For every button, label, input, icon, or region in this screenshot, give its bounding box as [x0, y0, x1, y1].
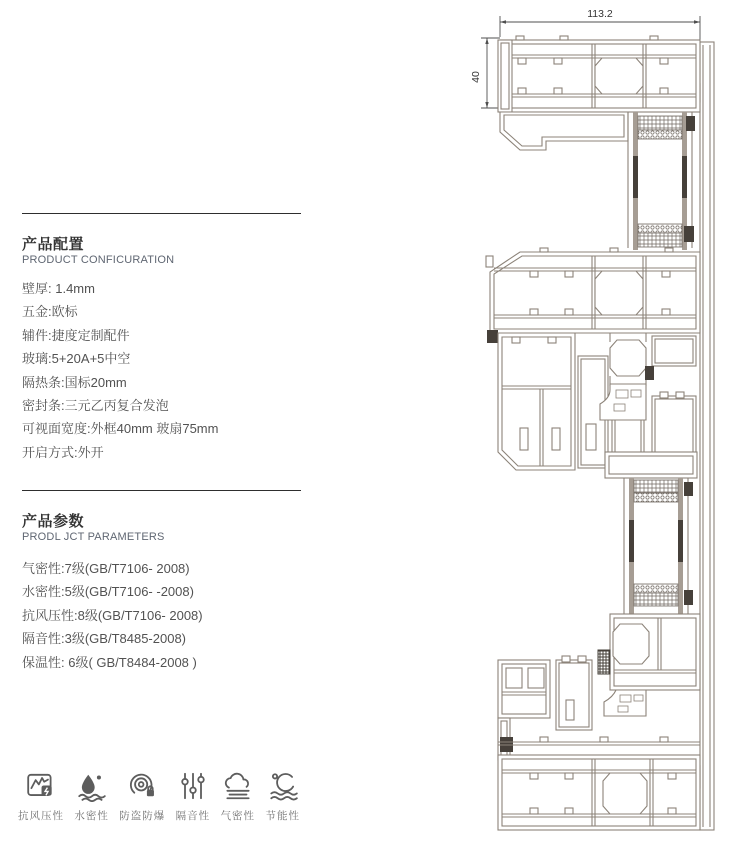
spec-line: 保温性: 6级( GB/T8484-2008 ): [22, 654, 197, 670]
icon-label: 气密性: [220, 810, 256, 822]
bottom-left-blocks: [498, 656, 592, 760]
spec-line: 气密性:7级(GB/T7106- 2008): [22, 561, 190, 576]
spec-line: 壁厚: 1.4mm: [22, 281, 95, 296]
performance-item-water-tightness: [74, 770, 109, 823]
performance-item-air-tightness: [221, 770, 256, 823]
separator-line-1: [22, 213, 301, 214]
params-spec-list: [22, 557, 203, 674]
dimension-width: [500, 8, 700, 41]
glazing2-head-sash: [605, 452, 697, 478]
spec-line: 开启方式:外开: [22, 444, 104, 460]
sound-insulation-icon: [177, 770, 209, 802]
spec-line: 抗风压性:8级(GB/T7106- 2008): [22, 607, 203, 623]
performance-item-sound-insulation: [176, 770, 211, 823]
config-section-subtitle: PRODUCT CONFICURATION: [22, 254, 175, 266]
profile-section-drawing: [440, 0, 740, 845]
icon-label: 水密性: [74, 810, 109, 822]
spec-line: 水密性:5级(GB/T7106- -2008): [22, 584, 194, 600]
icon-label: 隔音性: [175, 810, 211, 822]
icon-label: 防盗防爆: [119, 810, 166, 822]
transom-profile: [486, 248, 700, 343]
energy-saving-icon: [267, 770, 299, 802]
icon-label: 节能性: [265, 810, 300, 822]
wind-pressure-icon: [25, 770, 57, 802]
spec-line: 五金:欧标: [22, 304, 78, 320]
dimension-height: [470, 38, 500, 108]
spec-line: 密封条:三元乙丙复合发泡: [22, 398, 169, 414]
separator-line-2: [22, 490, 301, 491]
spec-line: 玻璃:5+20A+5中空: [22, 351, 131, 367]
bottom-sash-profile: [598, 614, 700, 716]
svg-text:113.2: 113.2: [587, 8, 613, 20]
icon-label: 抗风压性: [18, 810, 64, 822]
glazing-unit-2: [624, 478, 693, 614]
svg-text:40: 40: [470, 71, 482, 83]
config-spec-list: [22, 277, 218, 464]
performance-item-wind-pressure: [18, 770, 64, 823]
spec-line: 辅件:捷度定制配件: [22, 327, 130, 343]
glazing-unit-1: [628, 112, 695, 250]
performance-item-energy-saving: [265, 770, 300, 823]
params-section-title: 产品参数: [22, 513, 85, 530]
right-sash-boxes: [645, 336, 696, 466]
config-section-title: 产品配置: [22, 236, 85, 253]
water-tightness-icon: [76, 770, 108, 802]
spec-line: 隔音性:3级(GB/T8485-2008): [22, 631, 187, 647]
air-tightness-icon: [222, 770, 254, 802]
bottom-frame-profile: [498, 737, 700, 830]
params-section-subtitle: PRODL JCT PARAMETERS: [22, 531, 165, 543]
left-sash-block: [498, 333, 575, 470]
performance-item-anti-theft: [119, 770, 165, 823]
performance-icons-row: [18, 770, 300, 823]
anti-theft-icon: [126, 770, 158, 802]
spec-line: 可视面宽度:外框40mm 玻扇75mm: [22, 421, 219, 437]
spec-line: 隔热条:国标20mm: [22, 374, 127, 390]
